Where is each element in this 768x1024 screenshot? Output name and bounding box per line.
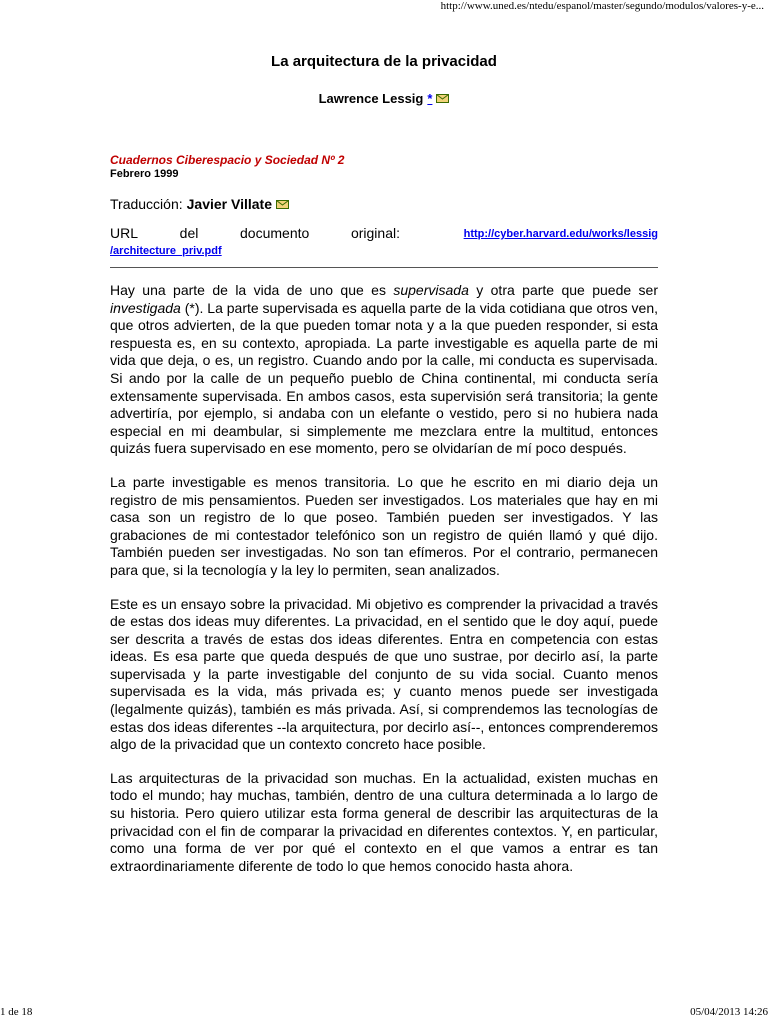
original-url-link-continued[interactable]: /architecture_priv.pdf bbox=[110, 245, 222, 257]
url-label bbox=[110, 225, 400, 241]
envelope-icon[interactable] bbox=[436, 94, 449, 103]
paragraph-text: Hay una parte de la vida de uno que es bbox=[110, 282, 394, 298]
article-title: La arquitectura de la privacidad bbox=[271, 53, 497, 70]
author-name: Lawrence Lessig bbox=[318, 91, 424, 106]
translator-name: Javier Villate bbox=[186, 196, 272, 212]
url-label-word: del bbox=[179, 225, 199, 241]
translation-line bbox=[110, 196, 658, 212]
paragraph: La parte investigable es menos transitoria. Lo que he escrito en mi diario deja un registro de mis pensamientos. Pueden ser investigados. Los materiales que hay en mi casa son un registro de lo que poseo. También pueden ser investigados. Y las grabaciones de mi contestador telefónico son un registro de quién llamó y qué dijo. También pueden ser investigadas. No son tan efímeros. Por el contrario, permanecen para que, si la tecnología y la ley lo permiten, sean analizados. bbox=[110, 473, 658, 578]
page-indicator: 1 de 18 bbox=[0, 1006, 33, 1018]
translation-label: Traducción: bbox=[110, 196, 183, 212]
journal-name: Cuadernos Ciberespacio y Sociedad Nº 2 bbox=[110, 153, 345, 167]
article bbox=[110, 50, 658, 875]
paragraph: Este es un ensayo sobre la privacidad. Mi objetivo es comprender la privacidad a través de estas dos ideas muy diferentes. La privacidad, en el sentido que le doy aquí, puede ser descrita a través de estas dos ideas diferentes. Entra en competencia con estas ideas. Es esa parte que queda después de que uno sustrae, por decirlo así, la parte supervisada y la parte investigable del conjunto de su vida social. Cuanto menos supervisada es la vida, más privada es; y cuanto menos puede ser investigada (legalmente quizás), también es más privada. Así, si comprendemos las tecnologías de estas dos ideas diferentes --la arquitectura, por decirlo así--, entonces comprenderemos algo de la privacidad que un contexto concreto hace posible. bbox=[110, 595, 658, 753]
paragraph bbox=[110, 282, 658, 458]
original-url-row bbox=[110, 225, 658, 241]
author-note-link[interactable]: * bbox=[427, 91, 433, 106]
url-label-word: original: bbox=[350, 225, 400, 241]
paragraph-text: (*). La parte supervisada es aquella parte de la vida cotidiana que otros ven, que otros advierten, de la que pueden tomar nota y a la que pueden responder, si esta respuesta es, en su contexto, apropiada. La parte investigable es aquella parte de mi vida que deja, o es, un registro. Cuando ando por la calle, mi conducta es supervisada. Si ando por la calle de un pequeño pueblo de China continental, mi conducta sería extensamente supervisada. En ambos casos, esta supervisión será transitoria; la gente advertiría, por ejemplo, si andaba con un elefante o vestido, pero si no hubiera nada especial en mi deambular, si simplemente me mezclara entre la multitud, entonces quizás fuera supervisado en ese momento, pero se olvidarían de mí poco después. bbox=[110, 299, 658, 457]
url-label-word: documento bbox=[240, 225, 310, 241]
divider bbox=[110, 267, 658, 268]
emphasis: investigada bbox=[110, 299, 181, 316]
paragraph: Las arquitecturas de la privacidad son muchas. En la actualidad, existen muchas en todo el mundo; hay muchas, también, dentro de una cultura determinada a lo largo de su historia. Pero quiero utilizar esta forma general de describir las arquitecturas de la privacidad con el fin de comparar la privacidad en diferentes contextos. Y, en particular, como una forma de ver por qué el contexto en el que vamos a entrar es tan extraordinariamente diferente de todo lo que hemos conocido hasta ahora. bbox=[110, 769, 658, 874]
envelope-icon[interactable] bbox=[276, 200, 289, 209]
publication-date: Febrero 1999 bbox=[110, 168, 179, 180]
paragraph-text: y otra parte que puede ser bbox=[468, 282, 659, 298]
original-url-link[interactable]: http://cyber.harvard.edu/works/lessig bbox=[463, 228, 658, 240]
emphasis: supervisada bbox=[393, 282, 469, 298]
print-timestamp: 05/04/2013 14:26 bbox=[690, 1006, 768, 1018]
author-line bbox=[110, 91, 658, 106]
url-label-word: URL bbox=[110, 225, 139, 241]
browser-url: http://www.uned.es/ntedu/espanol/master/segundo/modulos/valores-y-e... bbox=[440, 0, 764, 12]
original-url-continuation bbox=[110, 241, 658, 259]
